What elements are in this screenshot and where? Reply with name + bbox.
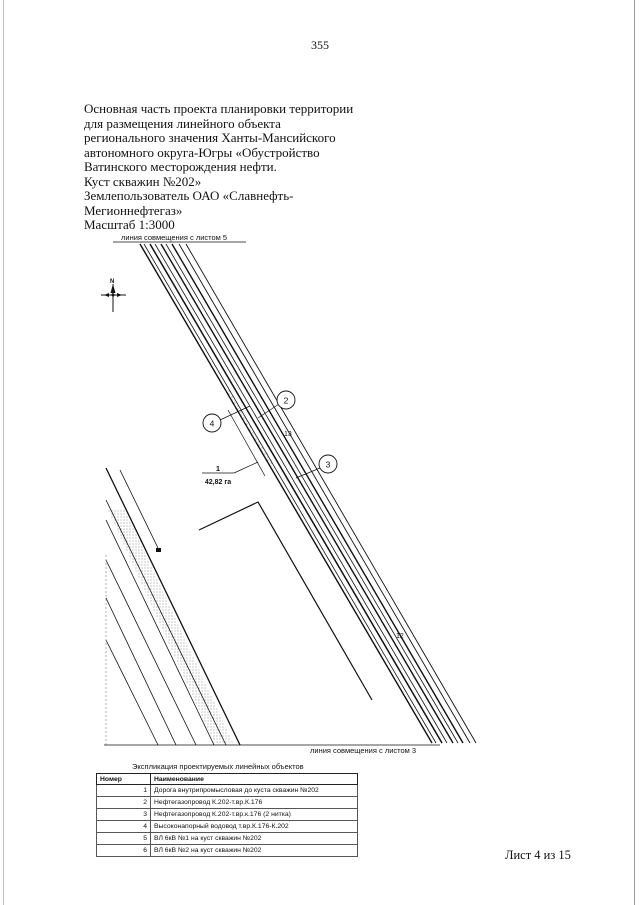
table-row [97,833,358,845]
row-number: 2 [97,797,151,809]
corridor-line [166,244,458,743]
row-name: Дорога внутрипромысловая до куста скважин №202 [151,785,358,797]
table-row [97,845,358,857]
title-line: для размещения линейного объекта [84,115,281,131]
corridor-line [172,244,463,743]
row-number: 6 [97,845,151,857]
row-name: Нефтегазопровод К.202-т.вр.К.176 [151,797,358,809]
table-row [97,785,358,797]
corridor-line [179,244,470,743]
area-boundary [199,502,372,700]
road-marker [156,548,161,552]
row-name: ВЛ 6кВ №1 на куст скважин №202 [151,833,358,845]
match-line-top-label: линия совмещения с листом 5 [121,233,228,242]
table-row [97,797,358,809]
callout-2 [258,391,295,418]
explication-table [96,773,358,857]
area-leader [234,462,258,473]
callout-3-label: 3 [325,459,331,470]
sheet-label: Лист 4 из 15 [505,848,571,862]
title-line: регионального значения Ханты-Мансийского [84,130,336,145]
row-name: ВЛ 6кВ №2 на куст скважин №202 [151,845,358,857]
north-arrow-icon [101,284,126,312]
table-row [97,821,358,833]
corridor-line [161,244,453,743]
page-number: 355 [311,38,329,52]
north-label: N [110,279,115,285]
title-line: Куст скважин №202» [84,173,202,189]
title-line: Основная часть проекта планировки территории [84,101,354,116]
dotted-strip [108,510,234,745]
row-name: Нефтегазопровод К.202-т.вр.к.176 (2 нитка) [151,809,358,821]
explication-title: Экспликация проектируемых линейных объектов [132,762,304,771]
left-road-lines [106,468,240,745]
corridor-line [186,244,476,743]
line-label-12: 12 [396,633,404,640]
row-number: 4 [97,821,151,833]
row-number: 3 [97,809,151,821]
title-line: Мегионнефтегаз» [84,202,183,218]
area-number: 1 [215,464,221,473]
header-number: Номер [97,774,151,785]
explication-header-row [97,774,358,785]
callout-4-label: 4 [209,418,215,429]
title-line: Ватинского месторождения нефти. [84,159,277,174]
title-line: автономного округа-Югры «Обустройство [84,144,320,160]
scale-line: Масштаб 1:3000 [84,217,175,232]
match-line-bottom-label: линия совмещения с листом 3 [310,746,417,755]
road-line [106,468,240,745]
hatched-band [224,388,274,466]
callout-2-label: 2 [283,395,289,406]
table-row [97,809,358,821]
corridor-line [155,244,447,743]
area-value: 42,82 га [204,479,232,486]
header-name: Наименование [151,774,358,785]
road-line [106,500,226,745]
row-number: 1 [97,785,151,797]
title-line: Землепользователь ОАО «Славнефть- [84,188,294,203]
line-label-13: 13 [284,431,292,438]
road-line [106,640,158,745]
row-number: 5 [97,833,151,845]
row-name: Высоконапорный водовод т.вр.К.176-К.202 [151,821,358,833]
